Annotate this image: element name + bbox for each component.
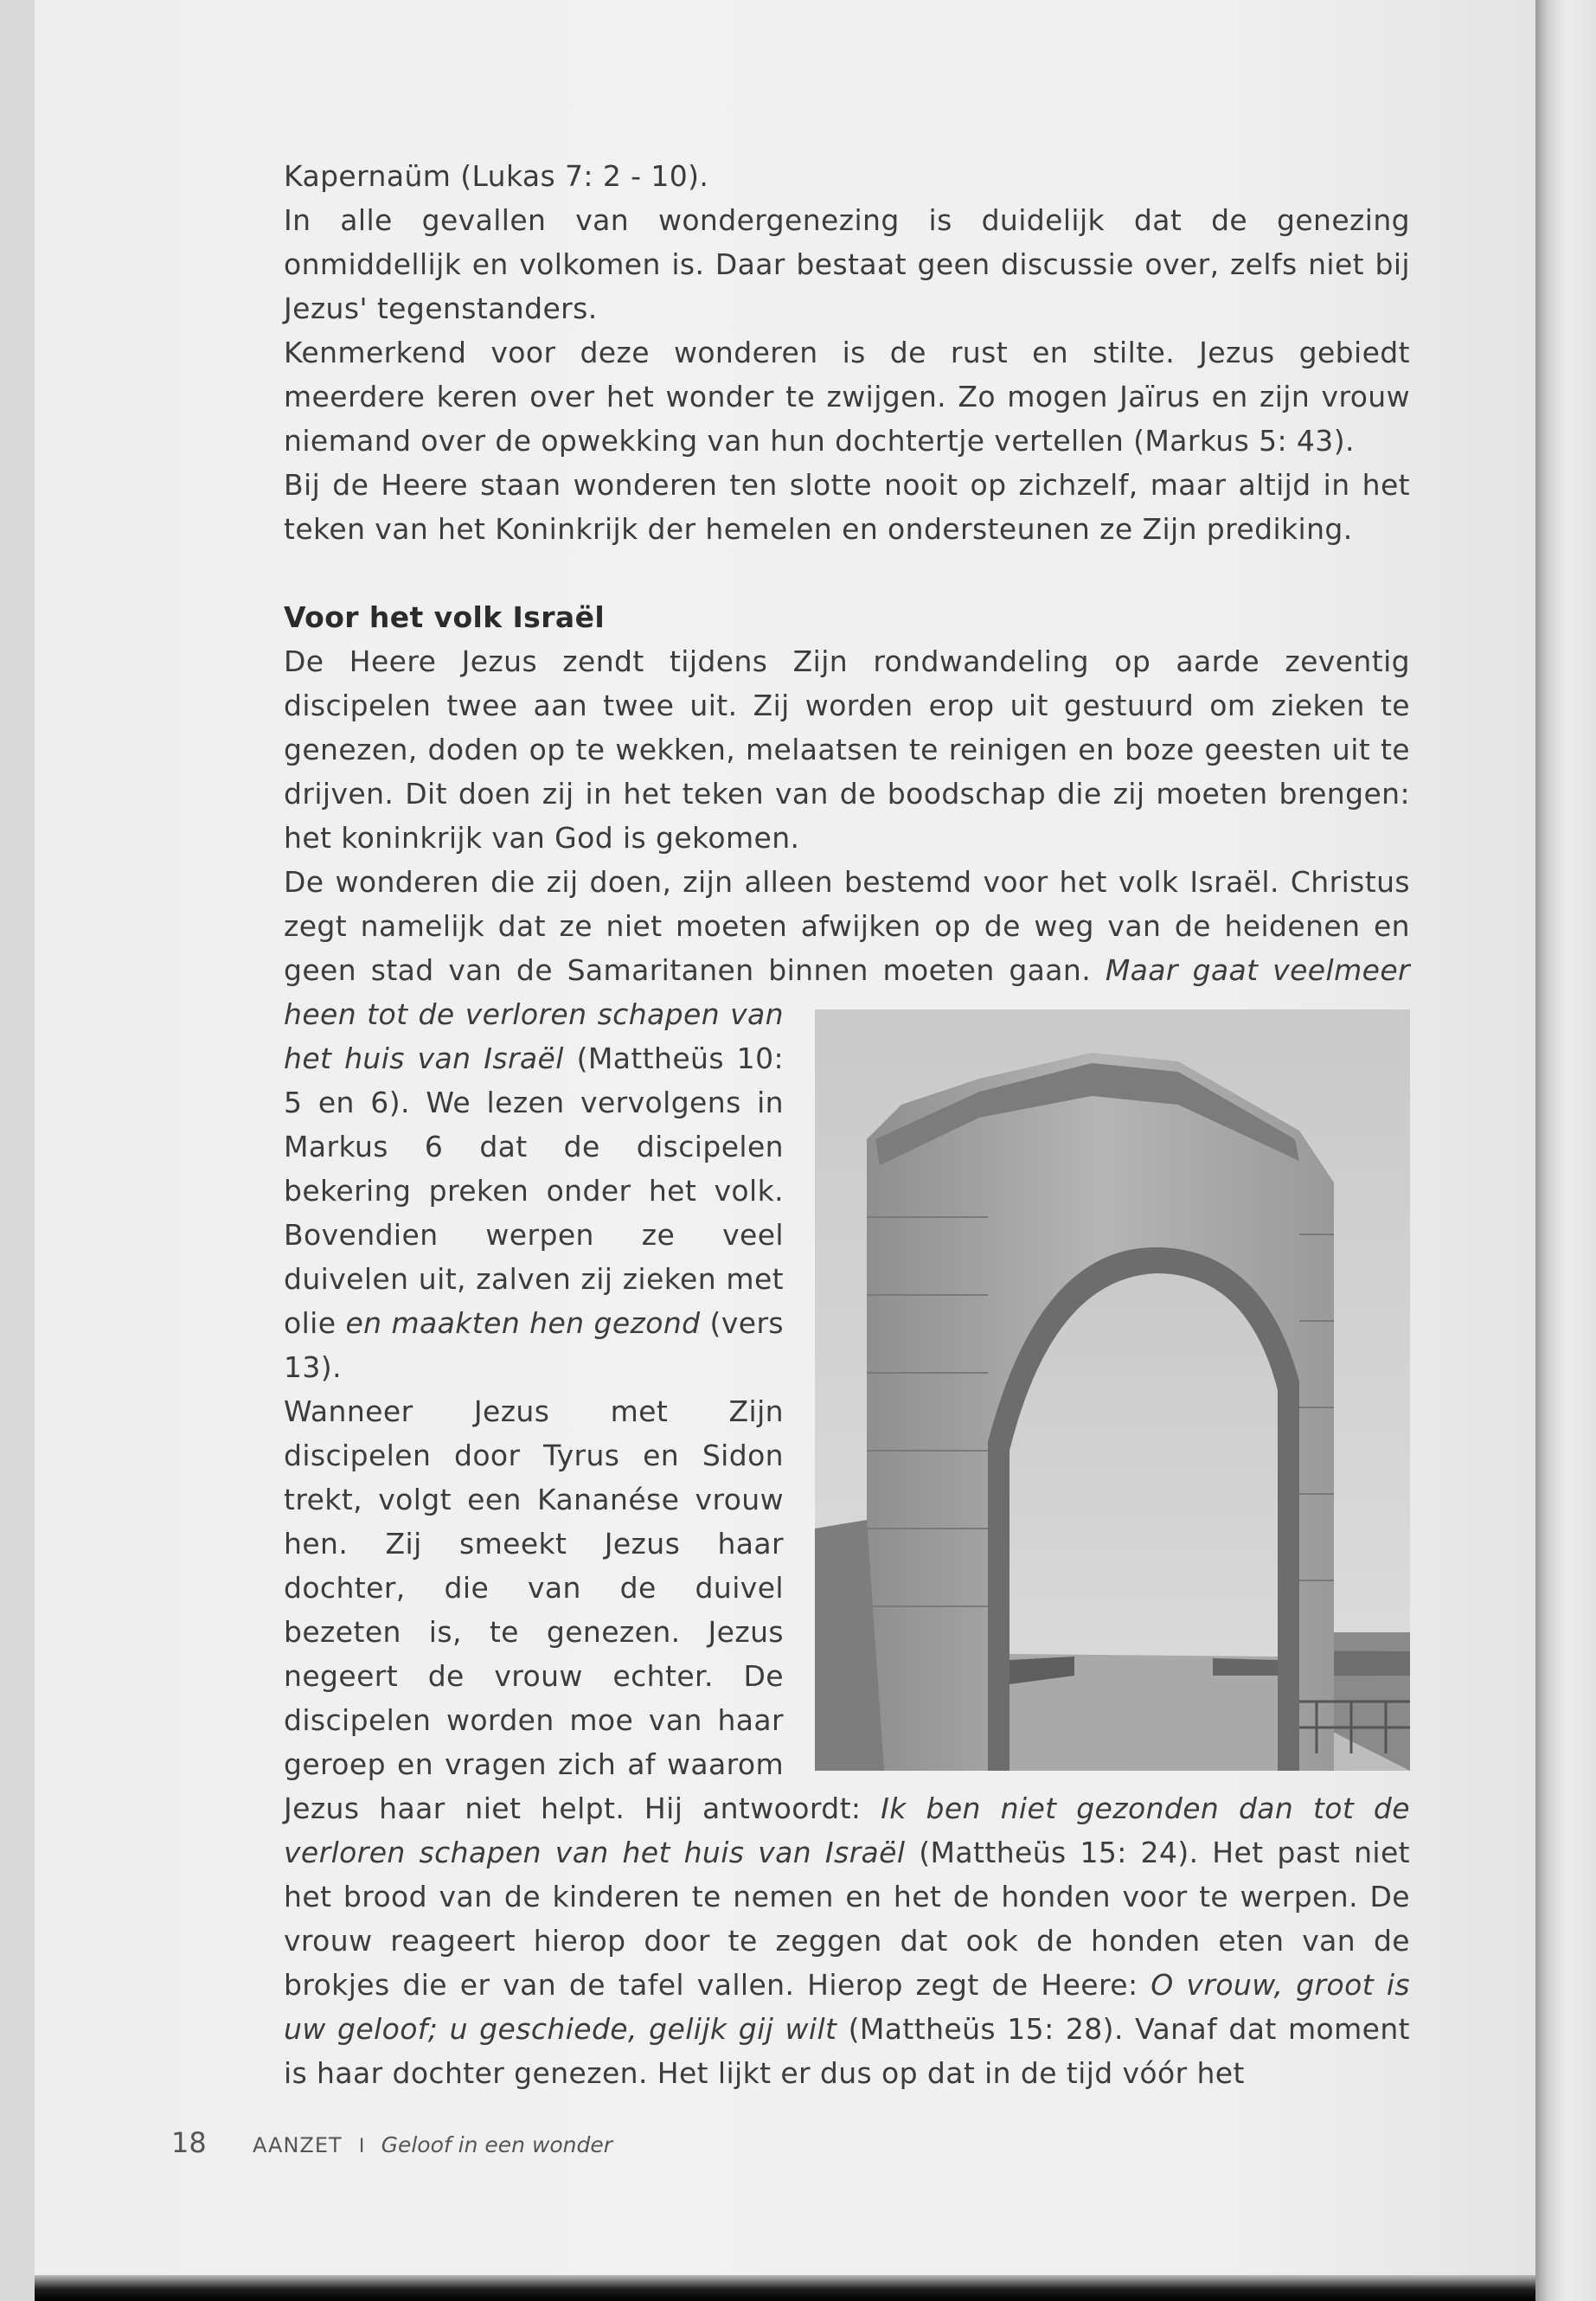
body-text	[284, 154, 1410, 2095]
footer-separator: I	[358, 2136, 365, 2157]
p7-text-e: (Mattheüs 15: 28). Vanaf dat moment is haar dochter genezen. Het lijkt er dus op dat in de tijd vóór het	[284, 2012, 1410, 2090]
p7-italic-2: O vrouw, groot is uw geloof; u geschiede, gelijk gij wilt	[284, 1968, 1410, 2046]
p6-text-e: (vers 13).	[284, 1306, 785, 1384]
p6-text-c: (Mattheüs 10: 5 en 6). We lezen vervolgens in Markus 6 dat de discipelen bekering preken onder het volk. Bovendien werpen ze veel duivelen uit, zalven zij zieken met olie	[284, 1042, 784, 1340]
p7-text-a: Wanneer Jezus met Zijn discipelen door Tyrus en Sidon trekt, volgt een Kananése vrouw hen. Zij smeekt Jezus haar dochter, die van de duivel bezeten is, te genezen. Jezus negeert de vrouw echter. De discipelen worden moe van haar geroep en vragen zich af waarom Jezus haar niet helpt. Hij antwoordt:	[284, 1394, 881, 1825]
paragraph-3: Kenmerkend voor deze wonderen is de rust en stilte. Jezus gebiedt meerdere keren over het wonder te zwijgen. Zo mogen Jaïrus en zijn vrouw niemand over de opwekking van hun dochtertje vertellen (Markus 5: 43).	[284, 336, 1410, 458]
page-number: 18	[171, 2126, 207, 2159]
p6-italic-2: en maakten hen gezond	[345, 1306, 701, 1340]
paragraph-2: In alle gevallen van wondergenezing is duidelijk dat de genezing onmiddellijk en volkomen is. Daar bestaat geen discussie over, zelfs niet bij Jezus' tegenstanders.	[284, 203, 1410, 325]
p7-italic-quote: Ik ben niet gezonden dan tot de verloren schapen van het huis van Israël	[284, 1791, 1410, 1869]
paragraph-1: Kapernaüm (Lukas 7: 2 - 10).	[284, 159, 709, 193]
book-title: Geloof in een wonder	[381, 2132, 613, 2157]
arch-photo	[815, 1009, 1410, 1771]
section-heading: Voor het volk Israël	[284, 600, 606, 634]
p7-text-c: (Mattheüs 15: 24). Het past niet het brood van de kinderen te nemen en het de honden voor te werpen. De vrouw reageert hierop door te zeggen dat ook de honden eten van de brokjes die er van de tafel vallen. Hierop zegt de Heere:	[284, 1836, 1410, 2002]
series-name: AANZET	[252, 2133, 343, 2157]
page-footer	[171, 2126, 612, 2159]
book-spine	[1535, 0, 1596, 2301]
paragraph-5: De Heere Jezus zendt tijdens Zijn rondwandeling op aarde zeventig discipelen twee aan twee uit. Zij worden erop uit gestuurd om zieken te genezen, doden op te wekken, melaatsen te reinigen en boze geesten uit te drijven. Dit doen zij in het teken van de boodschap die zij moeten brengen: het koninkrijk van God is gekomen.	[284, 644, 1410, 855]
paragraph-4: Bij de Heere staan wonderen ten slotte nooit op zichzelf, maar altijd in het teken van het Koninkrijk der hemelen en ondersteunen ze Zijn prediking.	[284, 468, 1410, 546]
paragraph-6	[284, 860, 1410, 1389]
p6-italic-quote: Maar gaat veelmeer heen tot de verloren schapen van het huis van Israël	[284, 953, 1410, 1075]
p6-text-a: De wonderen die zij doen, zijn alleen bestemd voor het volk Israël. Christus zegt namelijk dat ze niet moeten afwijken op de weg van de heidenen en geen stad van de Samaritanen binnen moeten gaan.	[284, 865, 1410, 987]
page-bottom-edge	[35, 2275, 1535, 2301]
triumphal-arch-illustration	[815, 1009, 1410, 1771]
